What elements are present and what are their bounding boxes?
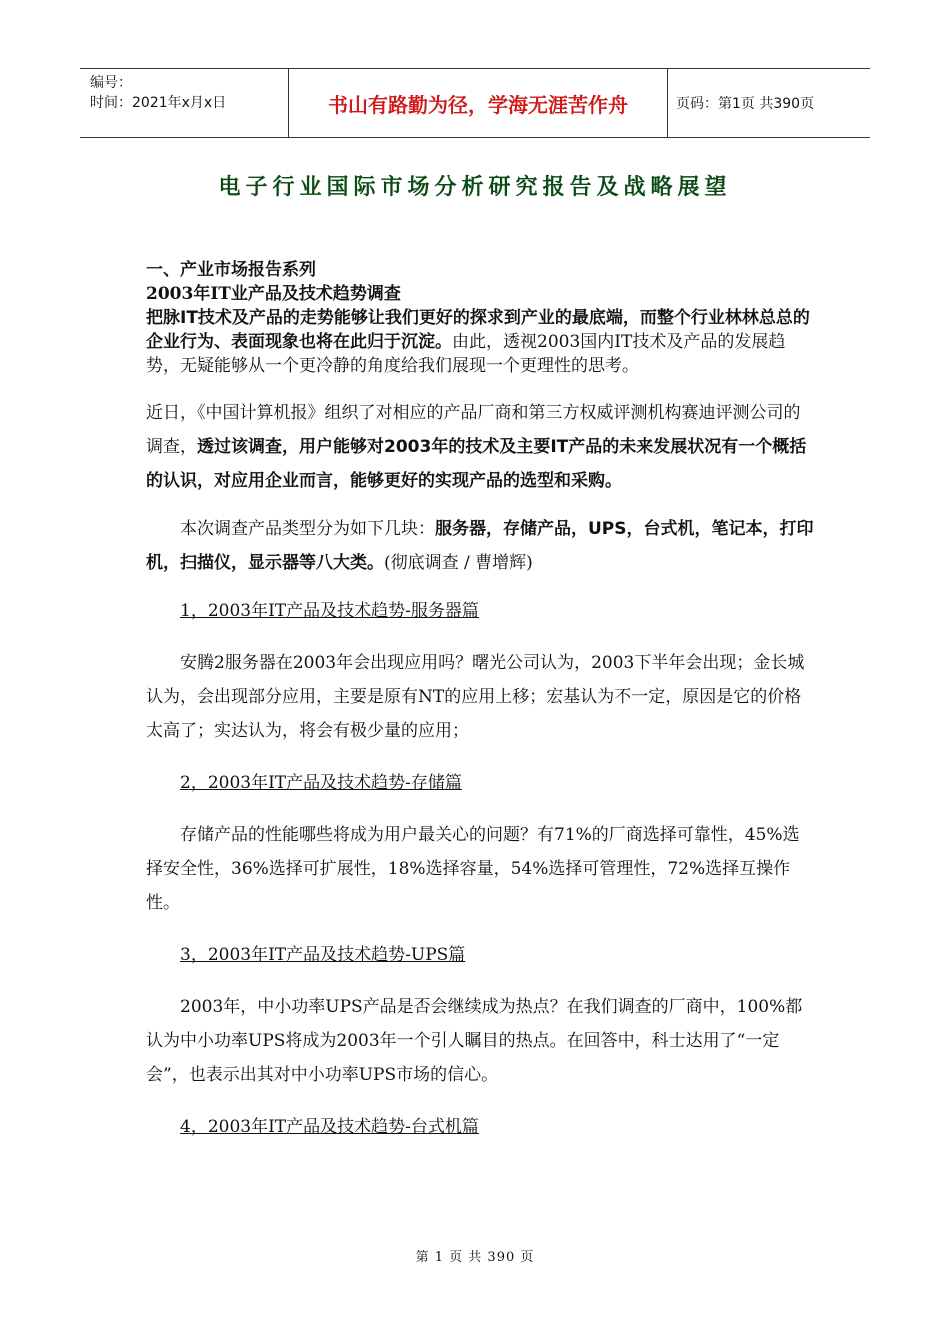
types-normal: 本次调查产品类型分为如下几块： <box>180 519 435 539</box>
section-2-body: 存储产品的性能哪些将成为用户最关心的问题？有71%的厂商选择可靠性，45%选择安全性，36%选择可扩展性，18%选择容量，54%选择可管理性，72%选择互操作性。 <box>146 825 800 913</box>
section-3-body: 2003年，中小功率UPS产品是否会继续成为热点？在我们调查的厂商中，100%都认为中小功率UPS将成为2003年一个引人瞩目的热点。在回答中，科士达用了“一定会”，也表示出其对中小功率UPS市场的信心。 <box>146 997 803 1085</box>
header-motto: 书山有路勤为径，学海无涯苦作舟 <box>289 69 668 137</box>
header-meta <box>80 69 289 137</box>
section-2-heading: 2，2003年IT产品及技术趋势-存储篇 <box>180 773 462 793</box>
section-1-heading: 1，2003年IT产品及技术趋势-服务器篇 <box>180 601 479 621</box>
page-footer: 第 1 页 共 390 页 <box>415 1250 535 1265</box>
section-heading: 一、产业市场报告系列 <box>146 260 316 280</box>
intro-normal: 由此，透视2003国内IT技术及产品的发展趋势，无疑能够从一个更冷静的角度给我们展现一个更理性的思考。 <box>146 332 786 376</box>
types-tail: (彻底调查 / 曹增辉) <box>384 553 533 573</box>
types-bold: 服务器，存储产品，UPS，台式机，笔记本，打印机，扫描仪，显示器等八大类。 <box>146 519 814 573</box>
subheading: 2003年IT业产品及技术趋势调查 <box>146 284 401 304</box>
header-page-info: 页码：第1页 共390页 <box>676 96 815 112</box>
intro-bold: 把脉IT技术及产品的走势能够让我们更好的探求到产业的最底端，而整个行业林林总总的企业行为、表面现象也将在此归于沉淀。 <box>146 308 810 352</box>
document-title: 电子行业国际市场分析研究报告及战略展望 <box>218 175 732 200</box>
intro-paragraph <box>146 306 814 378</box>
time-label: 时间：2021年x月x日 <box>90 95 227 111</box>
survey-normal: 近日，《中国计算机报》组织了对相应的产品厂商和第三方权威评测机构赛迪评测公司的调查， <box>146 403 801 457</box>
survey-paragraph <box>146 396 814 498</box>
product-types-paragraph <box>146 512 814 580</box>
section-4-heading: 4，2003年IT产品及技术趋势-台式机篇 <box>180 1117 479 1137</box>
document-body <box>146 258 814 1144</box>
number-label: 编号： <box>90 75 132 91</box>
header-table <box>80 68 870 138</box>
survey-bold: 透过该调查，用户能够对2003年的技术及主要IT产品的未来发展状况有一个概括的认识，对应用企业而言，能够更好的实现产品的选型和采购。 <box>146 437 807 491</box>
section-1-body: 安腾2服务器在2003年会出现应用吗？曙光公司认为，2003下半年会出现；金长城认为，会出现部分应用，主要是原有NT的应用上移；宏基认为不一定，原因是它的价格太高了；实达认为，将会有极少量的应用； <box>146 653 805 741</box>
section-3-heading: 3，2003年IT产品及技术趋势-UPS篇 <box>180 945 466 965</box>
